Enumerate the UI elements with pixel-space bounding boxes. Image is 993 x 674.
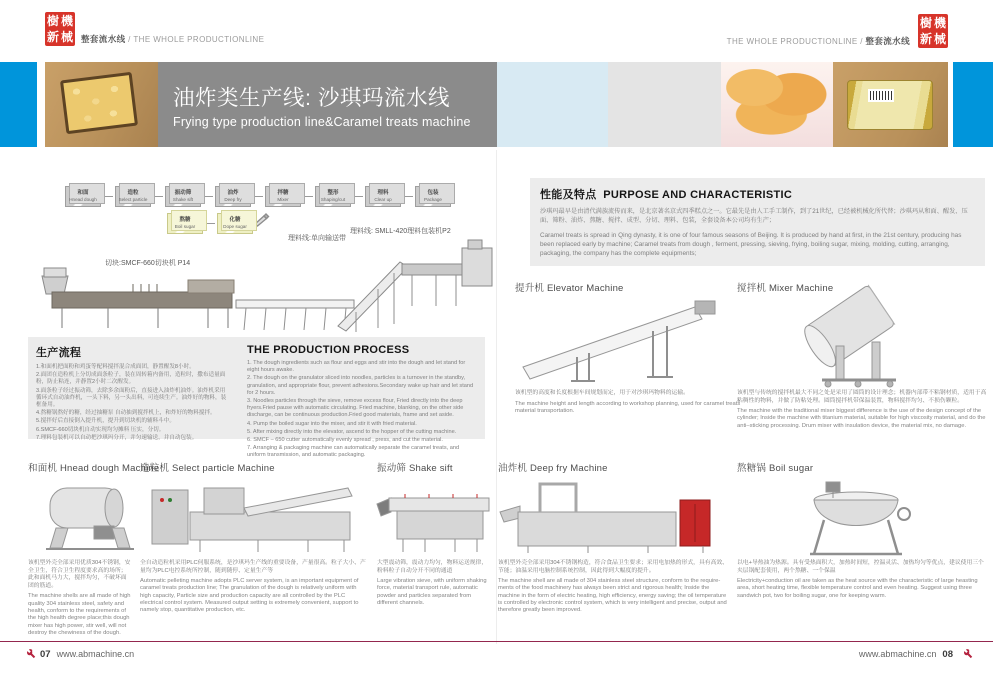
- mixer-section-title: 搅拌机 Mixer Machine: [737, 283, 834, 294]
- fryer-caption-en: The machine shell are all made of 304 stainless steel structure, conform to the require-ments of the food machinery has always been strict and rigorous health; Inside the machine in the form of electric heating, high efficiency, energy saving; the oil temperature is controlled by electronic control system, which is very intelligent and precise, output and therefore greatly been improved.: [498, 578, 727, 614]
- pelleting-caption-en: Automatic pelleting machine adopts PLC server system, is an important equipment of caramel treats production line; The granulation of the dough is relatively uniform with high capacity, Particle size and production capacity are all controlled by the PLC electrical control system. Measured output setting is extremely convenient, support to namely stop, quantitative production, etc.: [140, 578, 359, 614]
- banner-title-block: [158, 62, 497, 147]
- flow-step-clear-up: 理料 Clear up: [365, 186, 401, 207]
- mixer-caption: [737, 390, 987, 454]
- dough-caption-cn: 该机型外壳全部采用优质304不锈钢，安全卫生，符合卫生程度要求高的场所；此和面机马力大，搅拌均匀，不破坏面团的筋道。: [28, 560, 131, 589]
- elevator-caption-cn: 该机型的高度和长度根据车间规划而定，用于对沙琪玛物料的运输。: [515, 390, 689, 396]
- purpose-body-cn: 沙琪玛最早是由清代满族流传而来，是北京著名京式四季糕点之一。它最先是由人工手工制作，到了21世纪，已经被机械化所代替；沙琪玛从和面、醒发、压面、筛粉、油炸、熬糖、搅拌、成型、分切、理料、包装，全套设备本公司均有生产；: [540, 208, 968, 224]
- flow-connector: [304, 196, 313, 197]
- process-item: 2.面团在造粒机上分切成面条粒子，装在周转箱内备用，造粒时，撒布适量面粉，防止粘连，并静置2小时二次醒发。: [36, 372, 226, 386]
- kettle-machine-image: [798, 478, 916, 558]
- process-item: 7.理料包装机可以自动把沙琪玛分开，并匀速输送，并自动包装。: [36, 434, 198, 441]
- fryer-machine-caption: [498, 560, 731, 640]
- header-caption-sep: /: [125, 35, 134, 44]
- footer-right: [859, 648, 971, 660]
- header-caption-left: [81, 33, 264, 45]
- process-item: 2. The dough on the granulator sliced into noodles, particles is a turnover in the standby, granulation, and appropriate flour, prevent adhesions.Secondary wake up hair and let stand for 2 hours.: [247, 375, 474, 396]
- fryer-machine-image: [498, 478, 716, 554]
- header-caption-en: THE WHOLE PRODUCTIONLINE: [133, 35, 265, 44]
- brand-seal-logo-left: [45, 12, 75, 46]
- page-number-right: 08: [942, 648, 953, 660]
- elevator-section-title: 提升机 Elevator Machine: [515, 283, 624, 294]
- pelleting-machine-image: [148, 478, 360, 554]
- seal-char: 械: [60, 29, 73, 44]
- banner-photo-treat-closeup: [721, 62, 833, 147]
- seal-char: 新: [46, 29, 59, 44]
- dough-machine-caption: [28, 560, 132, 640]
- kettle-machine-caption: [737, 560, 985, 640]
- production-process-en-panel: [238, 337, 485, 459]
- elevator-caption: [515, 390, 743, 440]
- sift-caption-en: Large vibration sieve, with uniform shaking force, material transport rule, automatic powder and particles separated from different channels.: [377, 578, 487, 607]
- right-edge-accent: [953, 62, 993, 147]
- seal-char: 樹: [919, 15, 932, 30]
- process-item: 3. Noodles particles through the sieve, remove excess flour, Fried directly into the deep fryers.Fried pause with automatic circulating. Fried machine, blanking, on the other side discharge, can be continuous production.Fried good materials, frame and set aside.: [247, 398, 464, 419]
- barcode: [868, 89, 894, 102]
- seal-char: 機: [60, 13, 73, 28]
- flow-connector: [404, 196, 413, 197]
- banner-lightgray-block: [608, 62, 721, 147]
- elevator-caption-en: The machine height and length according to workshop planning, used for caramel treats material transportation.: [515, 400, 741, 414]
- dough-machine-title: 和面机 Hnead dough Machine: [28, 463, 160, 474]
- purpose-panel: [530, 178, 985, 266]
- website-url-left: www.abmachine.cn: [56, 649, 135, 659]
- production-process-cn-list: [36, 364, 230, 442]
- dough-caption-en: The machine shells are all made of high quality 304 stainless steel, safety and health, conform to the requirements of the high health degree place;this dough mixer has high power, stir well, will not destroy the chewiness of the dough.: [28, 593, 131, 636]
- process-item: 7. Arranging & packaging machine can automatically separate the caramel treats, and uniform transmission, and automatic packaging.: [247, 445, 460, 459]
- purpose-title-en: PURPOSE AND CHARACTERISTIC: [603, 189, 793, 201]
- flow-connector: [254, 196, 263, 197]
- process-item: 4.熬糖锅熬好的糖，经过抽糖泵 自动抽到搅拌机上，和炸好的物料搅拌。: [36, 410, 216, 417]
- process-item: 3.面条粒子经过振动筛，去除多余面粉后，直接进入油炸机油炸。油炸机采用循环式自动油炸机，一头下料，另一头出料，可连续生产。油炸好的物料，装框备用。: [36, 387, 227, 409]
- flow-step-boil-sugar: 熬糖 Boil sugar: [167, 213, 203, 234]
- footer-rule: [0, 641, 993, 642]
- banner-photo-packaged-product: [833, 62, 948, 147]
- sift-machine-title: 振动筛 Shake sift: [377, 463, 453, 474]
- elevator-machine-image: [515, 293, 730, 385]
- header-caption-sep: /: [857, 37, 866, 46]
- flow-step-hnead-dough: 和面 Hnead dough: [65, 186, 101, 207]
- line-label-cutter: 切块:SMCF-660切块机 P14: [105, 260, 191, 267]
- process-item: 5. After mixing directly into the elevator, ascend to the hopper of the cutting machine.: [247, 428, 457, 435]
- seal-char: 機: [933, 15, 946, 30]
- fryer-caption-cn: 该机型外壳全部采用304不锈钢构造，符合食品卫生要求；采用电加热的形式，具有高效、节能；油温采用电脑控制系统控制，因此得到大幅度的提升。: [498, 560, 728, 574]
- process-item: 5.搅拌好后直接倒入提升机，提升到切块机的辅料斗中。: [36, 418, 175, 425]
- seal-char: 械: [933, 31, 946, 46]
- mixer-caption-cn: 该机型与传统的搅拌机最大不同之处是采用了圆筒的设计理念；机器内部带不粘钢材质，适用于高粘稠性的物料，并做了防粘处理。圆筒搅拌机带保温装置，物料搅拌均匀、不损伤颗粒。: [737, 390, 987, 404]
- process-item: 1. The dough ingredients such as flour and eggs and stir into the dough and let stand for eight hours awake.: [247, 360, 466, 374]
- production-process-en-title: THE PRODUCTION PROCESS: [247, 344, 410, 356]
- pelleting-caption-cn: 全自动造粒机采用PLC伺服系统，是沙琪玛生产线的重要设备，产量很高。粒子大小、产量均为PLC电控系统所控制，随到随停、定量生产等: [140, 560, 366, 574]
- brand-seal-logo-right: [918, 14, 948, 48]
- footer-left: [22, 648, 134, 660]
- pelleting-machine-caption: [140, 560, 366, 640]
- banner-lightblue-block: [497, 62, 608, 147]
- kettle-caption-cn: 以电+导热油为热源。具有受热面积大，加热时间短，控温灵活、加热均匀等优点，建议使用三个夹层锅配套使用，两个熬糖、一个保温: [737, 560, 984, 574]
- flow-step-deep-fry: 油炸 Deep fry: [215, 186, 251, 207]
- process-item: 1.和面机把面粉和鸡蛋等配料搅拌混合成面团，静置醒发8小时。: [36, 364, 195, 370]
- kettle-caption-en: Electricity+conduction oil are taken as the heat source with the characteristic of large heasting area, short heating time, flexible temperature control and even heating. Suggest using three sandwich pot, two for boiling sugar, one for keeping warm.: [737, 578, 978, 599]
- production-process-cn-title: 生产流程: [36, 347, 82, 359]
- wrench-icon: [959, 648, 971, 660]
- package-image: [847, 80, 933, 130]
- page-number-left: 07: [40, 648, 51, 660]
- header-caption-cn: 整套流水线: [865, 36, 910, 46]
- header-caption-cn: 整套流水线: [81, 34, 126, 44]
- production-process-en-list: [247, 360, 476, 460]
- header-caption-en: THE WHOLE PRODUCTIONLINE: [726, 37, 858, 46]
- line-label-belt: 理料线:单向输送带: [288, 235, 346, 242]
- process-item: 6. SMCF – 650 cutter automatically evenly spread , press, and cut the material.: [247, 437, 443, 444]
- purpose-title-cn: 性能及特点: [540, 189, 597, 201]
- flow-connector: [104, 196, 113, 197]
- page-subtitle: Frying type production line&Caramel treats machine: [173, 115, 471, 129]
- pelleting-machine-title: 造粒机 Select particle Machine: [140, 463, 275, 474]
- caramel-treat-image: [60, 72, 138, 134]
- flow-step-select-particle: 造粒 Select particle: [115, 186, 151, 207]
- purpose-title: [540, 186, 975, 202]
- production-process-cn-panel: [28, 337, 238, 439]
- sift-machine-image: [377, 478, 495, 554]
- banner-photo-caramel-treat: [45, 62, 158, 147]
- flow-step-dope-sugar: 化糖 Dope sugar: [217, 213, 253, 234]
- flow-step-mixer: 拌糖 Mixer: [265, 186, 301, 207]
- flow-step-shaping: 整形 Shaping/cut: [315, 186, 351, 207]
- kettle-machine-title: 熬糖锅 Boil sugar: [737, 463, 814, 474]
- flow-connector: [204, 196, 213, 197]
- flow-connector: [206, 223, 215, 224]
- center-fold-line: [496, 150, 497, 644]
- mixer-caption-en: The machine with the traditional mixer biggest difference is the use of the design concept of the cylinder; Inside the machine with titanium material, suitable for high viscosity material, and do the anti–sticking processing. Drum mixer with insulation device, the material mix, no damage.: [737, 408, 986, 429]
- flow-step-shake-sift: 振动筛 Shake sift: [165, 186, 201, 207]
- flow-connector: [354, 196, 363, 197]
- seal-char: 新: [919, 31, 932, 46]
- wrench-icon: [22, 648, 34, 660]
- seal-char: 樹: [46, 13, 59, 28]
- fryer-machine-title: 油炸机 Deep fry Machine: [498, 463, 608, 474]
- production-line-illustration: [38, 228, 496, 336]
- page-title: 油炸类生产线: 沙琪玛流水线: [173, 86, 450, 110]
- header-caption-right: [727, 35, 910, 47]
- line-label-packer: 理料线: SMLL-420理料包装机P2: [350, 228, 451, 235]
- purpose-body-en: Caramel treats is spread in Qing dynasty, it is one of four famous seasons of Beijing. It is produced by hand at first, in the 21st century, producing has been replaced early by machine; Caramel treats from dough , ferment, pressing, sieving, frying, boiling sugar, mixing, molding, cutting, arranging, packaging, the company has the complete equipments;: [540, 232, 962, 257]
- sift-machine-caption: [377, 560, 490, 640]
- sift-caption-cn: 大型震动筛，震动力均匀，物料运送规律，粉料粒子自动分开不同的通道: [377, 560, 488, 574]
- dough-machine-image: [42, 478, 137, 552]
- flow-connector: [154, 196, 163, 197]
- mixer-machine-image: [770, 288, 950, 388]
- flow-step-package: 包装 Package: [415, 186, 451, 207]
- left-edge-accent: [0, 62, 37, 147]
- process-item: 6.SMCF-660切块机自动实现均匀摊料 压实，分切。: [36, 426, 165, 433]
- process-item: 4. Pump the boiled sugar into the mixer, and stir it with fried material.: [247, 420, 417, 427]
- website-url-right: www.abmachine.cn: [858, 649, 937, 659]
